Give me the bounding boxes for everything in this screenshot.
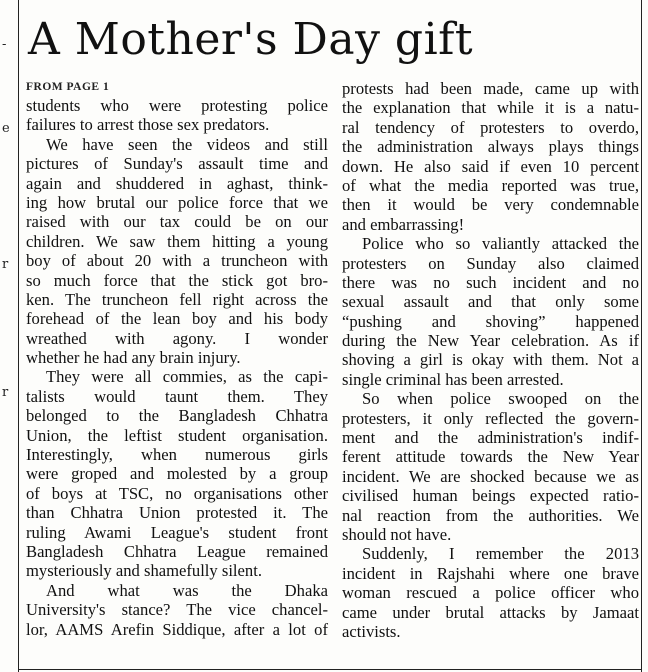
adjacent-column-edge xyxy=(0,0,19,672)
text-line: the explanation that while it is a natu- xyxy=(342,98,639,118)
text-line: then it would be very condemnable xyxy=(342,195,639,215)
text-line: should not have. xyxy=(342,524,452,544)
text-line: down. He also said if even 10 percent xyxy=(342,156,639,176)
text-line: woman rescued a police officer who xyxy=(342,583,639,603)
from-page-label: FROM PAGE 1 xyxy=(26,81,110,93)
text-line: civilised human beings expected ratio- xyxy=(342,486,639,506)
text-line: So when police swooped on the xyxy=(362,389,639,409)
article-headline: A Mother's Day gift xyxy=(28,14,474,65)
right-column-text xyxy=(342,79,639,641)
article-column-right xyxy=(342,79,639,641)
text-line: nal reaction from the authorities. We xyxy=(342,505,639,525)
text-line: again and shuddered in aghast, think- xyxy=(26,173,328,193)
text-line: ing how brutal our police force that we xyxy=(26,192,328,212)
gutter-fragment: e xyxy=(2,121,10,136)
text-line: came under brutal attacks by Jamaat xyxy=(342,602,639,622)
bottom-rule xyxy=(18,669,642,670)
text-line: there was no such incident and no xyxy=(342,272,639,292)
text-line: mysteriously and shamefully silent. xyxy=(26,561,262,581)
gutter-fragment: r xyxy=(2,257,9,272)
text-line: incident. We are shocked because we as xyxy=(342,466,639,486)
text-line: Interestingly, when numerous girls xyxy=(26,445,328,465)
text-line: whether he had any brain injury. xyxy=(26,348,241,368)
text-line: talists would taunt them. They xyxy=(26,386,328,406)
text-line: ment and the administration's indif- xyxy=(342,428,639,448)
text-line: so much force that the stick got bro- xyxy=(26,270,328,290)
text-line: sexual assault and that only some xyxy=(342,292,639,312)
text-line: protests had been made, came up with xyxy=(342,79,639,98)
text-line: They were all commies, as the capi- xyxy=(46,367,328,387)
text-line: incident in Rajshahi where one brave xyxy=(342,563,639,583)
text-line: forehead of the lean boy and his body xyxy=(26,309,328,329)
text-line: of boys at TSC, no organisations other xyxy=(26,483,328,503)
text-line: belonged to the Bangladesh Chhatra xyxy=(26,406,328,426)
text-line: “pushing and shoving” happened xyxy=(342,311,639,331)
text-line: boy of about 20 with a truncheon with xyxy=(26,251,328,271)
gutter-fragment: r xyxy=(2,385,9,400)
text-line: than Chhatra Union protested it. The xyxy=(26,503,328,523)
text-line: ken. The truncheon fell right across the xyxy=(26,289,328,309)
text-line: ral tendency of protesters to overdo, xyxy=(342,117,639,137)
text-line: Police who so valiantly attacked the xyxy=(362,234,639,254)
text-line: the administration always plays things xyxy=(342,137,639,157)
text-line: activists. xyxy=(342,621,401,641)
text-line: during the New Year celebration. As if xyxy=(342,331,639,351)
gutter-fragment: - xyxy=(2,37,7,52)
text-line: Suddenly, I remember the 2013 xyxy=(362,544,639,564)
text-line: raised with our tax could be on our xyxy=(26,212,328,232)
text-line: children. We saw them hitting a young xyxy=(26,231,328,251)
text-line: And what was the Dhaka xyxy=(46,580,328,600)
text-line: failures to arrest those sex predators. xyxy=(26,115,270,135)
article-column-left xyxy=(26,79,328,639)
text-line: protesters on Sunday also claimed xyxy=(342,253,639,273)
text-line: Union, the leftist student organisation. xyxy=(26,425,328,445)
text-line: were groped and molested by a group xyxy=(26,464,328,484)
text-line: Bangladesh Chhatra League remained xyxy=(26,541,328,561)
right-column-rule xyxy=(641,0,642,672)
text-line: protesters, it only reflected the govern- xyxy=(342,408,639,428)
text-line: shoving a girl is okay with them. Not a xyxy=(342,350,639,370)
text-line: students who were protesting police xyxy=(26,96,328,115)
text-line: ruling Awami League's student front xyxy=(26,522,328,542)
text-line: pictures of Sunday's assault time and xyxy=(26,154,328,174)
text-line: lor, AAMS Arefin Siddique, after a lot of xyxy=(26,619,328,639)
text-line: of what the media reported was true, xyxy=(342,175,639,195)
text-line: wreathed with agony. I wonder xyxy=(26,328,328,348)
text-line: single criminal has been arrested. xyxy=(342,369,564,389)
text-line: University's stance? The vice chancel- xyxy=(26,600,328,620)
text-line: ferent attitude towards the New Year xyxy=(342,447,639,467)
left-column-text xyxy=(26,96,328,639)
text-line: We have seen the videos and still xyxy=(46,134,328,154)
text-line: and embarrassing! xyxy=(342,214,465,234)
